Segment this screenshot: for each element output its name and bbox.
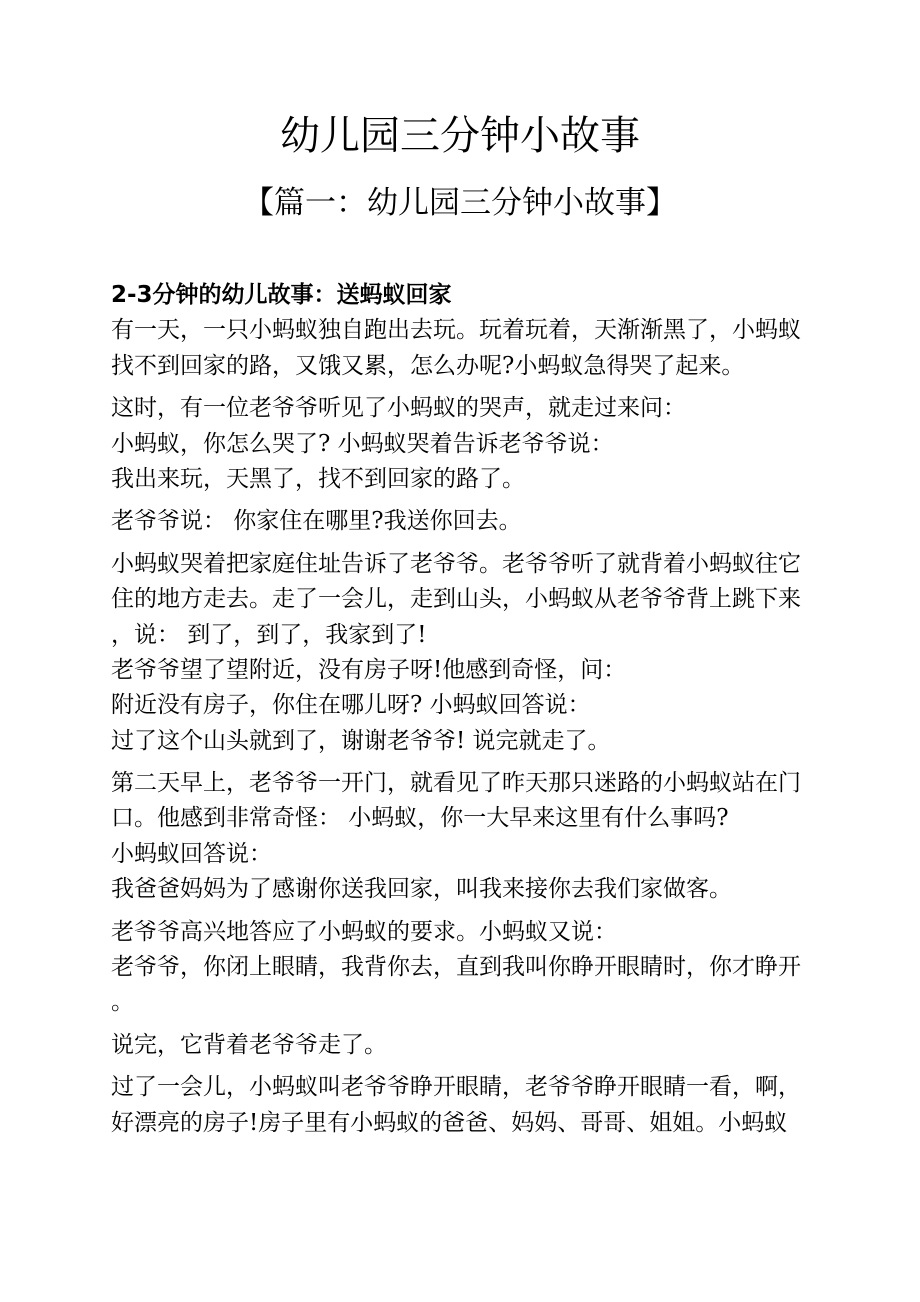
text-line: 我爸爸妈妈为了感谢你送我回家，叫我来接你去我们家做客。 <box>111 876 732 903</box>
paragraph <box>111 766 821 908</box>
text-line: 小蚂蚁哭着把家庭住址告诉了老爷爷。老爷爷听了就背着小蚂蚁往它 <box>111 550 801 577</box>
text-line: 附近没有房子，你住在哪儿呀? 小蚂蚁回答说： <box>111 692 591 719</box>
text-line: 这时，有一位老爷爷听见了小蚂蚁的哭声，就走过来问： <box>111 395 686 422</box>
paragraph <box>111 1070 821 1141</box>
paragraph <box>111 504 821 539</box>
paragraph <box>111 915 821 1021</box>
story-body <box>111 278 821 1141</box>
paragraph <box>111 391 821 497</box>
paragraph <box>111 1028 821 1063</box>
text-line: 老爷爷，你闭上眼睛，我背你去，直到我叫你睁开眼睛时，你才睁开 <box>111 954 801 981</box>
text-line: 过了一会儿，小蚂蚁叫老爷爷睁开眼睛，老爷爷睁开眼睛一看，啊， <box>111 1074 801 1101</box>
text-line: 老爷爷高兴地答应了小蚂蚁的要求。小蚂蚁又说： <box>111 918 617 945</box>
text-line: 我出来玩，天黑了，找不到回家的路了。 <box>111 465 525 492</box>
text-line: 口。他感到非常奇怪： 小蚂蚁，你一大早来这里有什么事吗? <box>111 805 729 832</box>
text-line: 老爷爷说： 你家住在哪里?我送你回去。 <box>111 508 522 535</box>
text-line: 有一天，一只小蚂蚁独自跑出去玩。玩着玩着，天渐渐黑了，小蚂蚁 <box>111 317 801 344</box>
text-line: ，说： 到了，到了，我家到了! <box>111 621 427 648</box>
text-line: 。 <box>111 989 134 1016</box>
text-line: 小蚂蚁，你怎么哭了? 小蚂蚁哭着告诉老爷爷说： <box>111 430 614 457</box>
text-line: 说完，它背着老爷爷走了。 <box>111 1031 387 1058</box>
text-line: 老爷爷望了望附近，没有房子呀!他感到奇怪，问： <box>111 656 627 683</box>
text-line: 好漂亮的房子!房子里有小蚂蚁的爸爸、妈妈、哥哥、姐姐。小蚂蚁 <box>111 1109 788 1136</box>
text-line: 过了这个山头就到了，谢谢老爷爷! 说完就走了。 <box>111 727 611 754</box>
text-line: 住的地方走去。走了一会儿，走到山头，小蚂蚁从老爷爷背上跳下来 <box>111 586 801 613</box>
text-line: 小蚂蚁回答说： <box>111 840 272 867</box>
text-line: 找不到回家的路，又饿又累，怎么办呢?小蚂蚁急得哭了起来。 <box>111 352 745 379</box>
story-heading: 2-3分钟的幼儿故事：送蚂蚁回家 <box>111 282 452 308</box>
text-line: 第二天早上，老爷爷一开门，就看见了昨天那只迷路的小蚂蚁站在门 <box>111 770 801 797</box>
document-subtitle: 【篇一：幼儿园三分钟小故事】 <box>243 185 677 221</box>
document-title: 幼儿园三分钟小故事 <box>280 113 640 159</box>
paragraph <box>111 547 821 759</box>
paragraph <box>111 313 821 384</box>
